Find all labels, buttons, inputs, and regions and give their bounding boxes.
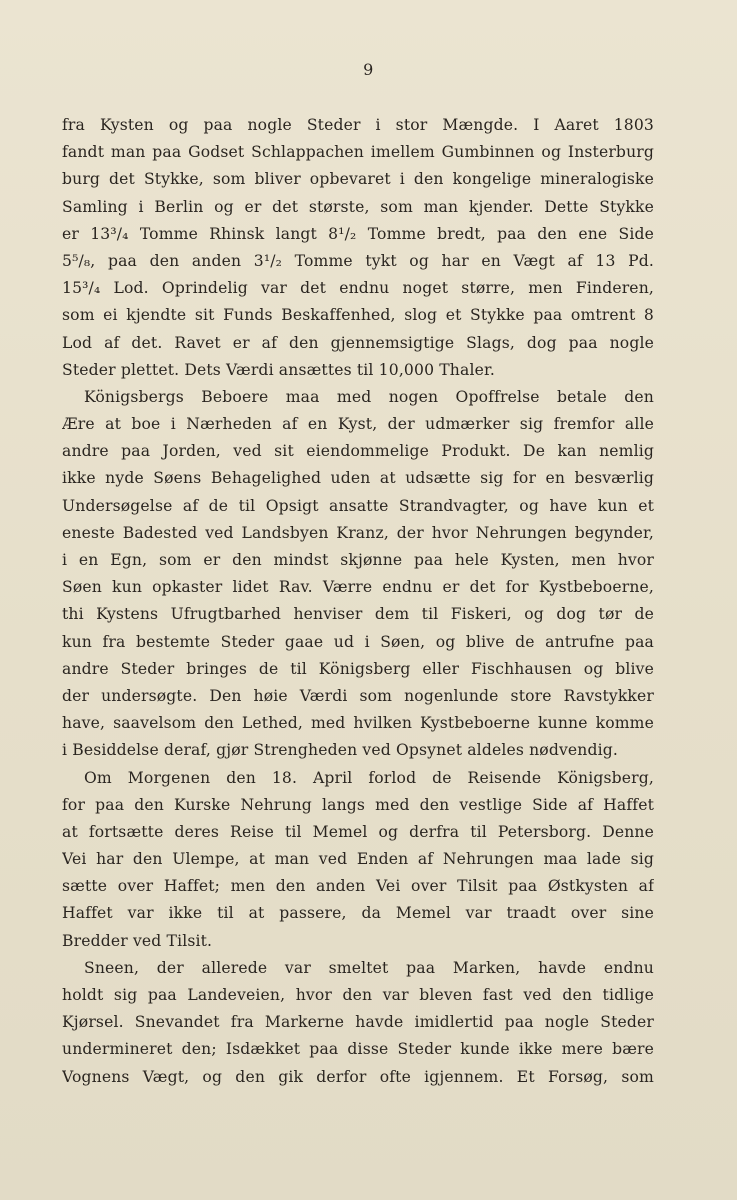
text-line: Lod af det. Ravet er af den gjennemsigtige Slags, dog paa nogle <box>62 333 654 352</box>
text-line: som ei kjendte sit Funds Beskaffenhed, slog et Stykke paa omtrent 8 <box>62 306 654 325</box>
text-line: fra Kysten og paa nogle Steder i stor Mængde. I Aaret 1803 <box>62 116 654 134</box>
text-line: Ære at boe i Nærheden af en Kyst, der udmærker sig fremfor alle <box>62 415 654 434</box>
text-line: thi Kystens Ufrugtbarhed henviser dem til Fiskeri, og dog tør de <box>62 605 654 624</box>
text-line: sætte over Haffet; men den anden Vei over Tilsit paa Østkysten af <box>62 877 654 896</box>
text-line: fandt man paa Godset Schlappachen imellem Gumbinnen og Insterburg <box>62 143 654 162</box>
text-line: Bredder ved Tilsit. <box>62 931 213 950</box>
text-line: i en Egn, som er den mindst skjønne paa hele Kysten, men hvor <box>62 551 654 569</box>
text-line: Haffet var ikke til at passere, da Memel var traadt over sine <box>62 904 654 923</box>
text-line: have, saavelsom den Lethed, med hvilken Kystbeboerne kunne komme <box>62 714 654 733</box>
text-line: er 13³/₄ Tomme Rhinsk langt 8¹/₂ Tomme bredt, paa den ene Side <box>62 224 654 243</box>
text-line: burg det Stykke, som bliver opbevaret i den kongelige mineralogiske <box>62 170 654 189</box>
text-line: andre paa Jorden, ved sit eiendommelige Produkt. De kan nemlig <box>62 442 654 461</box>
text-line: ikke nyde Søens Behagelighed uden at udsætte sig for en besværlig <box>62 469 654 488</box>
text-line: 5⁵/₈, paa den anden 3¹/₂ Tomme tykt og har en Vægt af 13 Pd. <box>62 251 654 270</box>
text-line: Om Morgenen den 18. April forlod de Reisende Königsberg, <box>84 768 654 787</box>
text-line: Königsbergs Beboere maa med nogen Opoffrelse betale den <box>84 387 654 406</box>
text-line: Undersøgelse af de til Opsigt ansatte Strandvagter, og have kun et <box>62 496 654 515</box>
text-line: der undersøgte. Den høie Værdi som nogenlunde store Ravstykker <box>62 686 654 705</box>
text-line: andre Steder bringes de til Königsberg eller Fischhausen og blive <box>62 659 654 678</box>
text-line: Vei har den Ulempe, at man ved Enden af Nehrungen maa lade sig <box>62 850 654 869</box>
text-line: eneste Badested ved Landsbyen Kranz, der hvor Nehrungen begynder, <box>62 523 654 542</box>
text-line: undermineret den; Isdækket paa disse Steder kunde ikke mere bære <box>62 1040 654 1059</box>
text-line: Steder plettet. Dets Værdi ansættes til 10,000 Thaler. <box>62 360 495 379</box>
text-line: Kjørsel. Snevandet fra Markerne havde imidlertid paa nogle Steder <box>62 1013 654 1032</box>
text-line: Vognens Vægt, og den gik derfor ofte igjennem. Et Forsøg, som <box>62 1067 654 1086</box>
text-line: for paa den Kurske Nehrung langs med den vestlige Side af Haffet <box>62 795 654 814</box>
text-line: Søen kun opkaster lidet Rav. Værre endnu er det for Kystbeboerne, <box>62 578 654 597</box>
text-line: holdt sig paa Landeveien, hvor den var bleven fast ved den tidlige <box>62 986 654 1004</box>
page-number: 9 <box>363 60 374 79</box>
text-line: Sneen, der allerede var smeltet paa Marken, havde endnu <box>84 958 654 977</box>
text-line: 15³/₄ Lod. Oprindelig var det endnu noget større, men Finderen, <box>62 279 654 298</box>
text-line: at fortsætte deres Reise til Memel og derfra til Petersborg. Denne <box>62 822 654 841</box>
text-line: Samling i Berlin og er det største, som man kjender. Dette Stykke <box>62 197 654 216</box>
text-line: i Besiddelse deraf, gjør Strengheden ved Opsynet aldeles nødvendig. <box>62 741 619 760</box>
text-line: kun fra bestemte Steder gaae ud i Søen, og blive de antrufne paa <box>62 632 654 651</box>
body-text <box>62 112 654 1091</box>
